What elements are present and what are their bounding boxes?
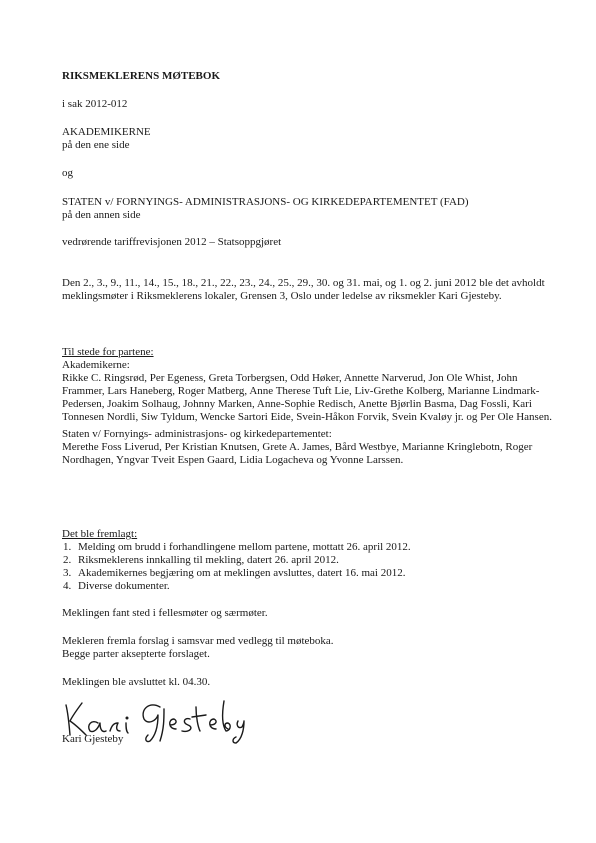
party1-name: AKADEMIKERNE	[62, 126, 151, 138]
group2-name: Staten v/ Fornyings- administrasjons- og kirkedepartementet:	[62, 428, 332, 440]
list-item: 4. Diverse dokumenter.	[74, 580, 562, 593]
party2-side: på den annen side	[62, 209, 141, 221]
paragraph-ended: Meklingen ble avsluttet kl. 04.30.	[62, 676, 211, 688]
document-title: RIKSMEKLERENS MØTEBOK	[62, 70, 221, 82]
list-item: 3. Akademikernes begjæring om at meklingen avsluttes, datert 16. mai 2012.	[74, 567, 562, 580]
party2-name: STATEN v/ FORNYINGS- ADMINISTRASJONS- OG KIRKEDEPARTEMENTET (FAD)	[62, 196, 469, 208]
list-item: 2. Riksmeklerens innkalling til mekling, datert 26. april 2012.	[74, 554, 562, 567]
list-item: 1. Melding om brudd i forhandlingene mellom partene, mottatt 26. april 2012.	[74, 541, 562, 554]
signature-name: Kari Gjesteby	[62, 733, 124, 745]
submitted-list	[62, 541, 562, 593]
intro-paragraph: Den 2., 3., 9., 11., 14., 15., 18., 21., 22., 23., 24., 25., 29., 30. og 31. mai, og 1. og 2. juni 2012 ble det avholdt meklingsmøter i Riksmeklerens lokaler, Grensen 3, Oslo under ledelse av riksmekler Kari Gjesteby.	[62, 277, 545, 302]
paragraph-meeting: Meklingen fant sted i fellesmøter og særmøter.	[62, 607, 268, 619]
conjunction: og	[62, 167, 73, 179]
case-number: i sak 2012-012	[62, 98, 128, 110]
group1-name: Akademikerne:	[62, 359, 130, 371]
submitted-list-wrapper	[62, 541, 562, 593]
present-heading: Til stede for partene:	[62, 346, 154, 358]
paragraph-proposal: Mekleren fremla forslag i samsvar med vedlegg til møteboka.	[62, 635, 334, 647]
submitted-heading: Det ble fremlagt:	[62, 528, 138, 540]
subject-line: vedrørende tariffrevisjonen 2012 – Statsoppgjøret	[62, 236, 282, 248]
group2-members: Merethe Foss Liverud, Per Kristian Knutsen, Grete A. James, Bård Westbye, Marianne Kringlebotn, Roger Nordhagen, Yngvar Tveit Espen Gaard, Lidia Logacheva og Yvonne Larssen.	[62, 441, 533, 466]
group1-members: Rikke C. Ringsrød, Per Egeness, Greta Torbergsen, Odd Høker, Annette Narverud, Jon Ole Whist, John Frammer, Lars Haneberg, Roger Matberg, Anne Therese Tuft Lie, Liv-Grethe Kolberg, Marianne Lindmark-Pedersen, Joakim Solhaug, Johnny Marken, Anne-Sophie Redisch, Anette Bjørlin Basma, Dag Fossli, Kari Tonnesen Nordli, Siw Tyldum, Wencke Sartori Eide, Svein-Håkon Forvik, Svein Kvaløy jr. og Per Ole Hansen.	[62, 372, 552, 423]
paragraph-accepted: Begge parter aksepterte forslaget.	[62, 648, 210, 660]
party1-side: på den ene side	[62, 139, 130, 151]
